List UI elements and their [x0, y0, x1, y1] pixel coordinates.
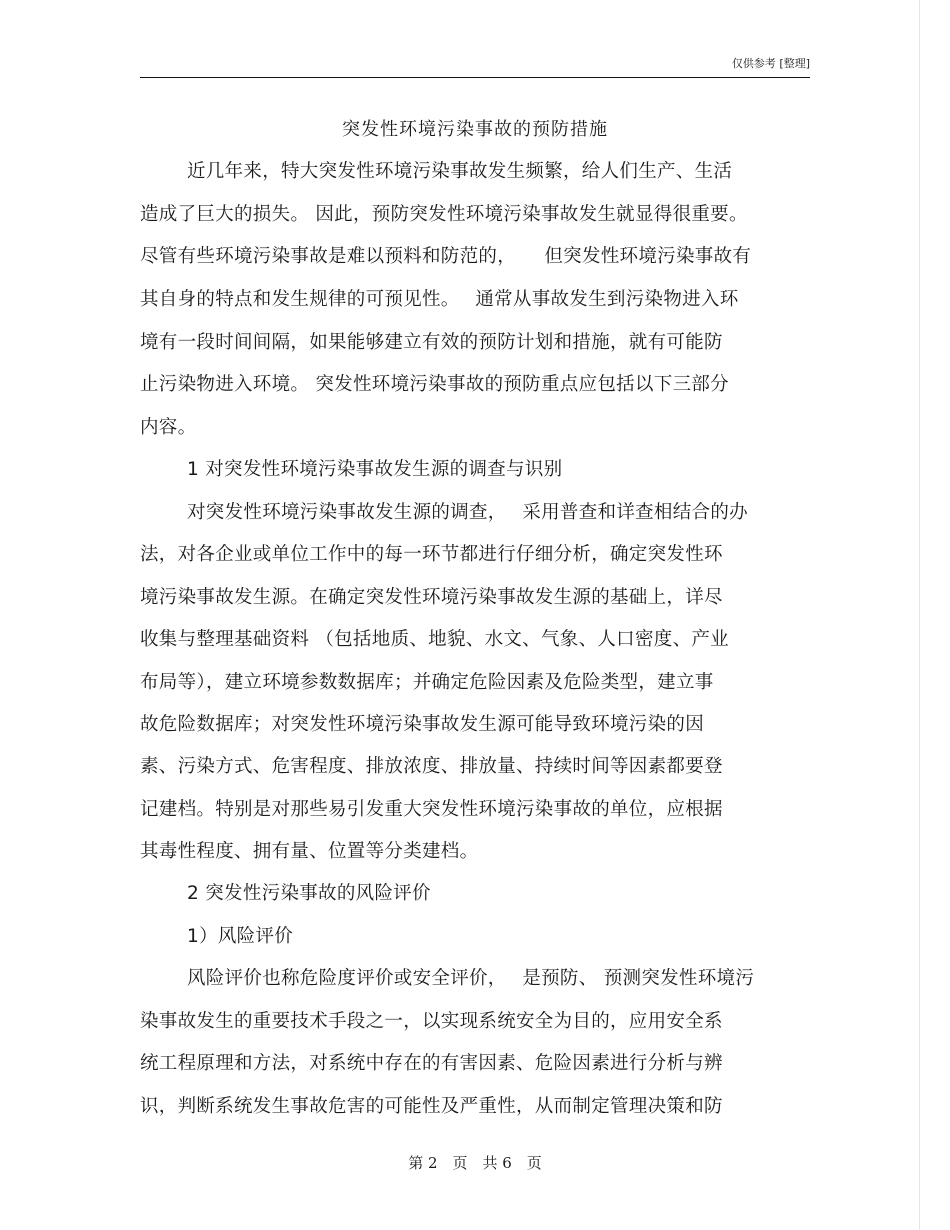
subsection-heading: 1）风险评价 — [187, 926, 294, 947]
page-number-footer: 第 2 页 共 6 页 — [408, 1154, 542, 1172]
paragraph-line: 对突发性环境污染事故发生源的调查， 采用普查和详查相结合的办 — [187, 502, 748, 523]
paragraph-line: 境污染事故发生源。在确定突发性环境污染事故发生源的基础上，详尽 — [140, 587, 723, 608]
paragraph-line: 风险评价也称危险度评价或安全评价， 是预防、 预测突发性环境污 — [187, 968, 755, 989]
paragraph-line: 布局等），建立环境参数数据库；并确定危险因素及危险类型，建立事 — [140, 672, 714, 693]
paragraph-line: 尽管有些环境污染事故是难以预料和防范的， 但突发性环境污染事故有 — [140, 246, 752, 267]
document-title: 突发性环境污染事故的预防措施 — [342, 119, 608, 140]
paragraph-line: 其自身的特点和发生规律的可预见性。 通常从事故发生到污染物进入环 — [140, 289, 739, 310]
section-heading: 2 突发性污染事故的风险评价 — [187, 883, 431, 904]
paragraph-line: 境有一段时间间隔，如果能够建立有效的预防计划和措施，就有可能防 — [140, 332, 723, 353]
paragraph-line: 内容。 — [140, 417, 197, 438]
paragraph-line: 故危险数据库；对突发性环境污染事故发生源可能导致环境污染的因 — [140, 714, 705, 735]
paragraph-line: 近几年来，特大突发性环境污染事故发生频繁，给人们生产、生活 — [187, 161, 733, 182]
paragraph-line: 止污染物进入环境。 突发性环境污染事故的预防重点应包括以下三部分 — [140, 374, 729, 395]
paragraph-line: 识，判断系统发生事故危害的可能性及严重性，从而制定管理决策和防 — [140, 1096, 723, 1117]
paragraph-line: 造成了巨大的损失。 因此，预防突发性环境污染事故发生就显得很重要。 — [140, 204, 748, 225]
paragraph-line: 法，对各企业或单位工作中的每一环节都进行仔细分析，确定突发性环 — [140, 544, 723, 565]
page-edge — [919, 0, 920, 1230]
paragraph-line: 收集与整理基础资料 （包括地质、地貌、水文、气象、人口密度、产业 — [140, 629, 729, 650]
paragraph-line: 素、污染方式、危害程度、排放浓度、排放量、持续时间等因素都要登 — [140, 756, 723, 777]
paragraph-line: 染事故发生的重要技术手段之一，以实现系统安全为目的，应用安全系 — [140, 1011, 723, 1032]
paragraph-line: 统工程原理和方法，对系统中存在的有害因素、危险因素进行分析与辨 — [140, 1053, 723, 1074]
page-header: 仅供参考 [整理] — [140, 55, 810, 78]
section-heading: 1 对突发性环境污染事故发生源的调查与识别 — [187, 459, 563, 480]
paragraph-line: 其毒性程度、拥有量、位置等分类建档。 — [140, 841, 479, 862]
paragraph-line: 记建档。特别是对那些易引发重大突发性环境污染事故的单位，应根据 — [140, 799, 723, 820]
